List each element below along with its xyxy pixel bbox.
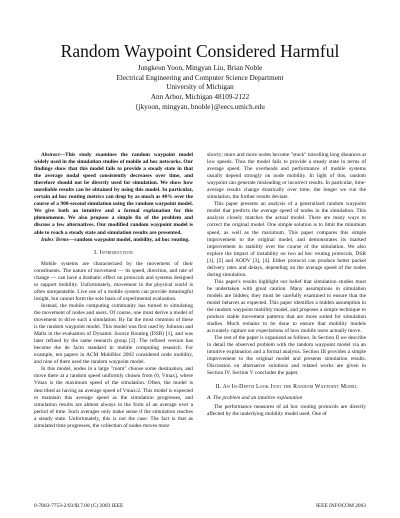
- section-heading-introduction: I. Introduction: [94, 249, 133, 256]
- abstract-text: This study examines the random waypoint model widely used in the simulation studies of mobile ad hoc networks. Our findings show that this model fails to provide a steady state in that the average nodal speed consistently decreases over time, and therefore should not be directly used for simulation. We show how unreliable results can be obtained by using this model. In particular, certain ad hoc routing metrics can drop by as much as 40% over the course of a 900-second simulation using the random waypoint model. We give both an intuitive and a formal explanation for this phenomenon. We also propose a simple fix of the problem and discuss a few alternatives. Our modified random waypoint model is able to reach a steady state and simulation results are presented.: [34, 152, 193, 236]
- author-block: [0, 64, 400, 113]
- footer-copyright: 0-7803-7753-2/03/$17.00 (C) 2003 IEEE: [34, 503, 124, 509]
- intro-paragraph-3-continued: slowly; more and more nodes become "stuck" travelling long distances at low speeds. Thus the model fails to provide a steady state in terms of average speed. The overheads and performance of mobile systems usually depend strongly on node mobility. In light of this, random waypoint can generate misleading or incorrect results. In particular, time-average results change drastically over time; the longer we run the simulation, the further results deviate.: [207, 152, 366, 201]
- intro-paragraph-2: Instead, the mobile computing community has turned to simulating the movement of nodes and users. Of course, one must derive a model of movement to drive such a simulation. By far the most common of these is the random waypoint model. This model was first used by Johnson and Maltz in the evaluation of Dynamic Source Routing (DSR) [1], and was later refined by the same research group [2]. The refined version has become the de facto standard in mobile computing research. For example, ten papers in ACM MobiHoc 2002 considered node mobility, and nine of them used the random waypoint model.: [34, 302, 193, 366]
- intro-paragraph-6: The rest of the paper is organized as follows. In Section II we describe in detail the observed problem with the random waypoint model via an intuitive explanation and a formal analysis. Section III provides a simple improvement to the original model and presents simulation results. Discussion on alternative solutions and related works are given in Section IV. Section V concludes the paper.: [207, 335, 366, 377]
- section2-paragraph-1: The performance measures of ad hoc routing protocols are directly affected by the underlying mobility model used. One of: [207, 403, 366, 417]
- footer-conference: IEEE INFOCOM 2003: [315, 503, 366, 509]
- author-department: Electrical Engineering and Computer Science Department: [116, 73, 284, 82]
- author-university: University of Michigan: [166, 83, 234, 92]
- index-terms-label: Index Terms: [41, 236, 69, 243]
- section-heading-in-depth: II. An In-Depth Look Into the Random Waypoint Model: [215, 383, 358, 390]
- abstract: Abstract—This study examines the random waypoint model widely used in the simulation studies of mobile ad hoc networks. Our findings show that this model fails to provide a steady state in that the average nodal speed consistently decreases over time, and therefore should not be directly used for simulation. We show how unreliable results can be obtained by using this model. In particular, certain ad hoc routing metrics can drop by as much as 40% over the course of a 900-second simulation using the random waypoint model. We give both an intuitive and a formal explanation for this phenomenon. We also propose a simple fix of the problem and discuss a few alternatives. Our modified random waypoint model is able to reach a steady state and simulation results are presented.: [34, 152, 193, 236]
- left-column: [34, 152, 193, 430]
- author-names: Jungkeun Yoon, Mingyan Liu, Brian Noble: [137, 64, 263, 72]
- index-terms-text: random waypoint model, mobility, ad hoc routing.: [74, 236, 190, 243]
- right-column: [207, 152, 366, 418]
- abstract-label: Abstract: [41, 152, 60, 158]
- intro-paragraph-5: This paper's results highlight our belief that simulation studies must be undertaken with great caution. Many assumptions in simulation models are hidden; they must be carefully examined to ensure that the model behaves as expected. This paper identifies a hidden assumption in the random waypoint mobility model, and proposes a simple technique to produce stable movement patterns that are more suited for simulation studies. Much remains to be done to ensure that mobility models accurately capture our expectations of how mobile users actually move.: [207, 278, 366, 335]
- index-terms: Index Terms—random waypoint model, mobility, ad hoc routing.: [41, 236, 190, 243]
- paper-title: Random Waypoint Considered Harmful: [60, 41, 340, 61]
- author-city: Ann Arbor, Michigan 48109-2122: [150, 93, 250, 102]
- intro-paragraph-1: Mobile systems are characterized by the movement of their constituents. The nature of movement — its speed, direction, and rate of change — can have a dramatic effect on protocols and systems designed to support mobility. Unfortunately, movement in the physical world is often unrepeatable. Live use of a mobile system can provide meaningful insight, but cannot form the sole basis of experimental evaluation.: [34, 260, 193, 302]
- author-email: {jkyoon, mingyan, bnoble}@eecs.umich.edu: [135, 102, 265, 111]
- intro-paragraph-3: In this model, nodes in a large "room" choose some destination, and move there at a random speed uniformly chosen from (0, Vmax], where Vmax is the maximum speed of the simulation. Often, the model is described as having an average speed of Vmax/2. This model is expected to maintain this average speed as the simulation progresses, and simulation results are almost always in the form of an average over a period of time. Such averages only make sense if the simulation reaches a steady state. Unfortunately, this is not the case. The fact is that as simulated time progresses, the collection of nodes moves more: [34, 366, 193, 429]
- subsection-heading-a: A. The problem and an intuitive explanation: [207, 394, 303, 401]
- intro-paragraph-4: This paper presents an analysis of a generalized random waypoint model that predicts the average speed of nodes in the simulation. This analysis closely matches the actual model. There are many ways to correct the original model. One simple solution is to limit the minimum speed, as well as the maximum. This paper compares this simple improvement to the original model, and demonstrates its marked improvement in stability over the course of the simulation. We also explore the impact of instability on two ad hoc routing protocols, DSR [1], [2] and AODV [3], [4]. Either protocol can produce better packet delivery rates and delays, depending on the average speed of the nodes during simulation.: [207, 201, 366, 278]
